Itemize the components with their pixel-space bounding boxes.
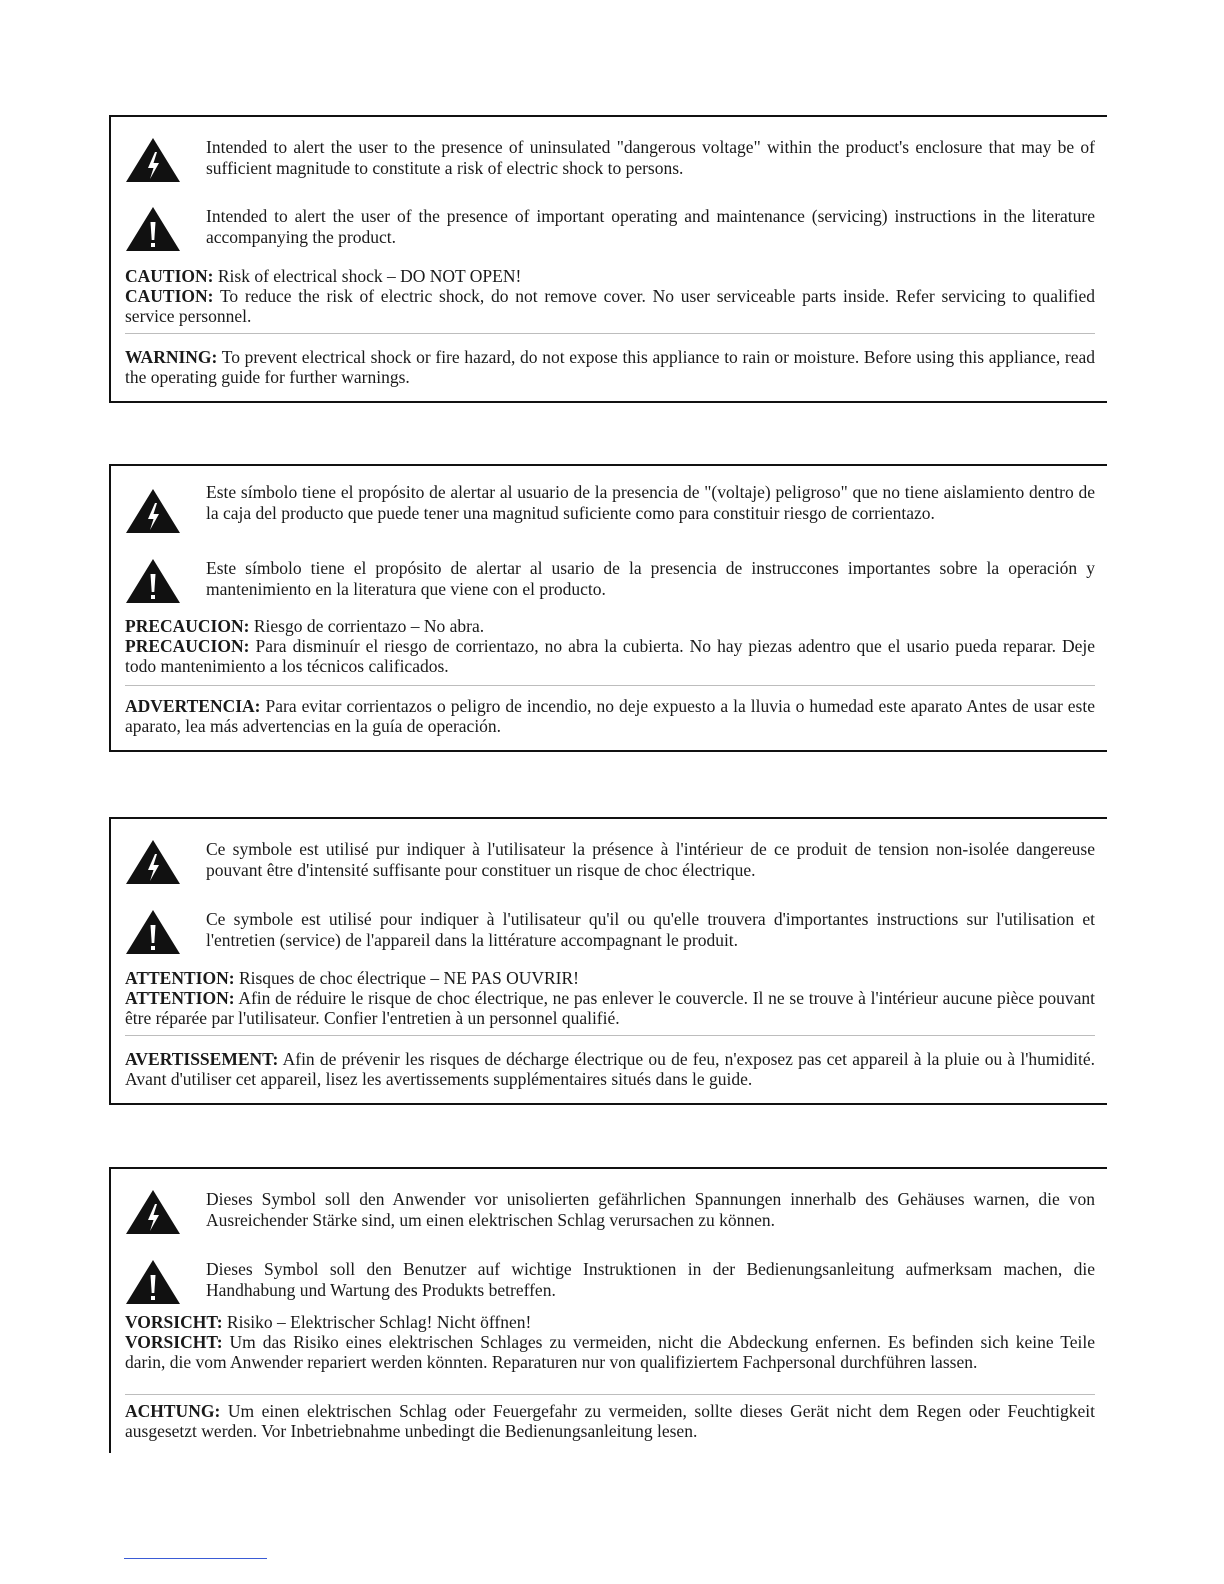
exclaim-warning-text: Intended to alert the user of the presence of important operating and maintenance (servicing) instructions in the literature accompanying the product.	[206, 206, 1095, 247]
caution-line-2	[125, 636, 1095, 676]
exclamation-warning-icon	[125, 558, 181, 604]
caution-line-1	[125, 266, 1095, 286]
shock-warning-text: Este símbolo tiene el propósito de alertar al usuario de la presencia de "(voltaje) peligroso" que no tiene aislamiento dentro de la caja del producto que puede tener una magnitud suficiente como para constituir riesgo de corrientazo.	[206, 482, 1095, 523]
caution-text: Para disminuír el riesgo de corrientazo, no abra la cubierta. No hay piezas adentro que el usario pueda reparar. Deje todo mantenimiento a los técnicos calificados.	[125, 636, 1096, 676]
shock-warning-text: Ce symbole est utilisé pur indiquer à l'utilisateur la présence à l'intérieur de ce produit de tension non-isolée dangereuse pouvant être d'intensité suffisante pour constituer un risque de choc électrique.	[206, 839, 1095, 880]
caution-label: CAUTION:	[125, 266, 214, 286]
warning-label: ADVERTENCIA:	[125, 696, 261, 716]
caution-line-2	[125, 1332, 1095, 1372]
warning-paragraph	[125, 1401, 1095, 1441]
exclamation-warning-icon	[125, 1259, 181, 1305]
caution-text: Afin de réduire le risque de choc électrique, ne pas enlever le couvercle. Il ne se trouve à l'intérieur aucune pièce pouvant être réparée par l'utilisateur. Confier l'entretien à un personnel qualifié.	[125, 988, 1095, 1028]
exclaim-warning-text: Este símbolo tiene el propósito de alertar al usario de la presencia de instruccones importantes sobre la operación y mantenimiento en la literatura que viene con el producto.	[206, 558, 1095, 599]
caution-label: VORSICHT:	[125, 1332, 223, 1352]
caution-line-1	[125, 616, 1095, 636]
separator	[125, 685, 1095, 686]
warning-label: AVERTISSEMENT:	[125, 1049, 279, 1069]
warning-box-english	[109, 115, 1107, 403]
lightning-warning-icon	[125, 839, 181, 885]
caution-text: To reduce the risk of electric shock, do not remove cover. No user serviceable parts inside. Refer servicing to qualified service personnel.	[125, 286, 1095, 326]
footer-rule	[124, 1558, 267, 1559]
warning-box-spanish	[109, 464, 1107, 752]
caution-label: ATTENTION:	[125, 968, 235, 988]
caution-text: Risques de choc électrique – NE PAS OUVRIR!	[238, 968, 580, 988]
shock-warning-text: Dieses Symbol soll den Anwender vor unisolierten gefährlichen Spannungen innerhalb des Gehäuses warnen, die von Ausreichender Stärke sind, um einen elektrischen Schlag verursachen zu können.	[206, 1189, 1095, 1230]
caution-text: Um das Risiko eines elektrischen Schlages zu vermeiden, nicht die Abdeckung enfernen. Es befinden sich keine Teile darin, die vom Anwender repariert werden könnten. Reparaturen nur von qualifiziertem Fachpersonal durchführen lassen.	[125, 1332, 1096, 1372]
separator	[125, 1394, 1095, 1395]
caution-text: Risk of electrical shock – DO NOT OPEN!	[217, 266, 522, 286]
caution-label: CAUTION:	[125, 286, 214, 306]
exclamation-warning-icon	[125, 206, 181, 252]
warning-paragraph	[125, 347, 1095, 387]
caution-label: PRECAUCION:	[125, 616, 250, 636]
warning-text: To prevent electrical shock or fire hazard, do not expose this appliance to rain or moisture. Before using this appliance, read the operating guide for further warnings.	[125, 347, 1095, 387]
lightning-warning-icon	[125, 488, 181, 534]
caution-text: Risiko – Elektrischer Schlag! Nicht öffnen!	[226, 1312, 532, 1332]
caution-label: ATTENTION:	[125, 988, 235, 1008]
caution-label: PRECAUCION:	[125, 636, 250, 656]
exclaim-warning-text: Ce symbole est utilisé pour indiquer à l'utilisateur qu'il ou qu'elle trouvera d'importantes instructions sur l'utilisation et l'entretien (service) de l'appareil dans la littérature accompagnant le produit.	[206, 909, 1095, 950]
warning-label: WARNING:	[125, 347, 218, 367]
shock-warning-text: Intended to alert the user to the presence of uninsulated "dangerous voltage" within the product's enclosure that may be of sufficient magnitude to constitute a risk of electric shock to persons.	[206, 137, 1095, 178]
caution-line-2	[125, 286, 1095, 326]
lightning-warning-icon	[125, 137, 181, 183]
warning-box-german	[109, 1167, 1107, 1453]
warning-text: Afin de prévenir les risques de décharge électrique ou de feu, n'exposez pas cet appareil à la pluie ou à l'humidité. Avant d'utiliser cet appareil, lisez les avertissements supplémentaires situés dans le guide.	[125, 1049, 1095, 1089]
caution-line-2	[125, 988, 1095, 1028]
warning-label: ACHTUNG:	[125, 1401, 221, 1421]
separator	[125, 1035, 1095, 1036]
separator	[125, 333, 1095, 334]
exclamation-warning-icon	[125, 909, 181, 955]
warning-paragraph	[125, 1049, 1095, 1089]
caution-line-1	[125, 968, 1095, 988]
warning-text: Um einen elektrischen Schlag oder Feuergefahr zu vermeiden, sollte dieses Gerät nicht dem Regen oder Feuchtigkeit ausgesetzt werden. Vor Inbetriebnahme unbedingt die Bedienungsanleitung lesen.	[125, 1401, 1095, 1441]
warning-box-french	[109, 817, 1107, 1105]
warning-text: Para evitar corrientazos o peligro de incendio, no deje expuesto a la lluvia o humedad este aparato Antes de usar este aparato, lea más advertencias en la guía de operación.	[125, 696, 1096, 736]
caution-line-1	[125, 1312, 1095, 1332]
exclaim-warning-text: Dieses Symbol soll den Benutzer auf wichtige Instruktionen in der Bedienungsanleitung aufmerksam machen, die Handhabung und Wartung des Produkts betreffen.	[206, 1259, 1095, 1300]
lightning-warning-icon	[125, 1189, 181, 1235]
caution-text: Riesgo de corrientazo – No abra.	[253, 616, 485, 636]
caution-label: VORSICHT:	[125, 1312, 223, 1332]
warning-paragraph	[125, 696, 1095, 736]
